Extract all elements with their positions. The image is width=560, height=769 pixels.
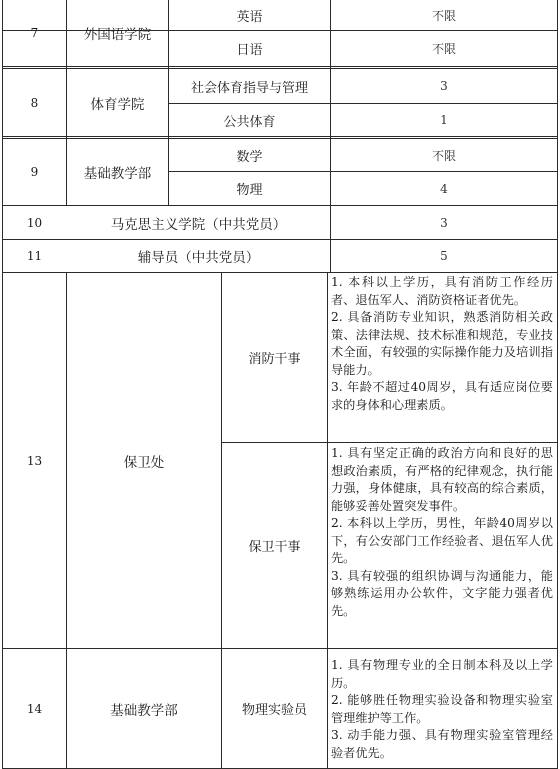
position-name: 物理实验员 [241,703,307,718]
position-requirements [331,274,553,442]
position-name: 日语 [236,43,263,58]
position-count: 不限 [431,148,456,163]
department-name: 基础教学部 [110,702,178,719]
position-count: 3 [440,215,448,230]
position-count: 3 [440,79,448,93]
requirement-item: 3. 年龄不超过40周岁，具有适应岗位要求的身体和心理素质。 [331,380,553,412]
requirement-item: 1. 具有坚定正确的政治方向和良好的思想政治素质，有严格的纪律观念，执行能力强，身体健康，具有较高的综合素质，能够妥善处置突发事件。 [331,446,553,513]
department-name: 马克思主义学院（中共党员） [110,216,287,233]
position-count: 4 [440,181,448,196]
requirement-item: 1. 具有物理专业的全日制本科及以上学历。 [331,658,553,690]
position-count: 5 [440,249,448,263]
position-name: 公共体育 [223,114,276,130]
department-name: 基础教学部 [83,166,152,182]
row-number: 10 [26,215,43,230]
position-count: 不限 [431,42,456,56]
department-name: 辅导员（中共党员） [137,250,260,266]
requirement-item: 1. 本科以上学历，具有消防工作经历者、退伍军人、消防资格证者优先。 [331,275,553,307]
row-number: 7 [30,26,39,40]
position-count: 不限 [431,8,456,23]
position-requirements [331,657,553,767]
department-name: 外国语学院 [83,27,152,43]
row-number: 8 [30,95,39,110]
requirement-item: 2. 本科以上学历，男性，年龄40周岁以下，有公安部门工作经验者、退伍军人优先。 [331,516,553,565]
department-name: 保卫处 [123,454,165,471]
requirement-item: 3. 动手能力强、具有物理实验室管理经验者优先。 [331,728,553,760]
column-divider [327,272,328,769]
requirement-item: 2. 能够胜任物理实验设备和物理实验室管理维护等工作。 [331,693,553,725]
position-name: 消防干事 [248,352,301,367]
position-name: 数学 [236,149,263,165]
row-number: 11 [26,249,43,263]
requirement-item: 2. 具备消防专业知识，熟悉消防相关政策、法律法规、技术标准和规范，专业技术全面，有较强的实际操作能力及培训指导能力。 [331,310,553,377]
department-name: 体育学院 [90,96,145,113]
position-count: 1 [440,113,448,127]
requirement-item: 3. 具有较强的组织协调与沟通能力，能够熟练运用办公软件，文字能力强者优先。 [331,568,553,618]
row-number: 13 [26,453,43,468]
position-name: 保卫干事 [248,540,301,555]
column-divider [557,0,558,769]
row-divider [2,66,558,67]
row-number: 14 [26,701,43,716]
row-divider [2,136,558,137]
position-requirements [331,445,553,648]
position-name: 英语 [236,9,263,25]
position-name: 物理 [236,183,263,198]
position-name: 社会体育指导与管理 [190,80,308,96]
row-number: 9 [30,165,39,179]
